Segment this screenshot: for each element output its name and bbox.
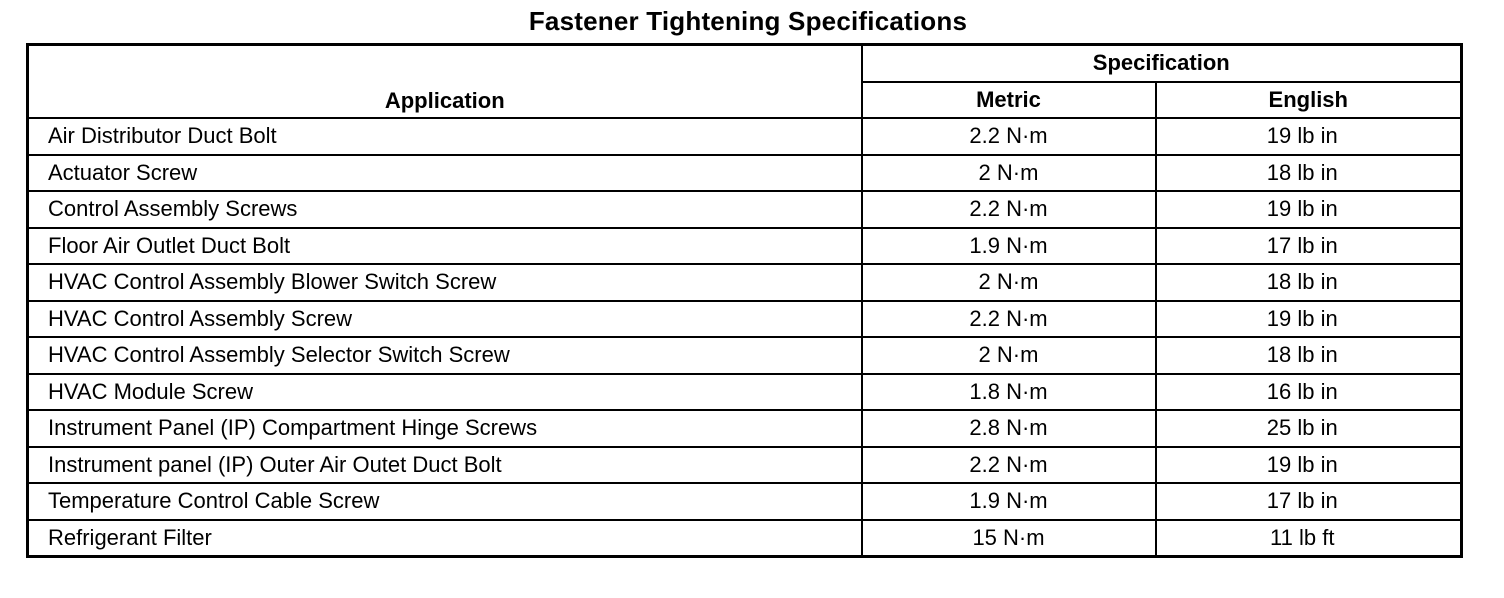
specifications-table (26, 43, 1463, 558)
application-cell: HVAC Module Screw (28, 374, 862, 411)
english-value-cell: 18 lb in (1156, 155, 1462, 192)
table-row (28, 374, 1462, 411)
english-value-cell: 19 lb in (1156, 191, 1462, 228)
table-row (28, 155, 1462, 192)
table-row (28, 410, 1462, 447)
table-row (28, 447, 1462, 484)
table-row (28, 301, 1462, 338)
application-cell: Air Distributor Duct Bolt (28, 118, 862, 155)
column-group-header-specification: Specification (862, 45, 1462, 82)
english-value-cell: 25 lb in (1156, 410, 1462, 447)
application-cell: Temperature Control Cable Screw (28, 483, 862, 520)
table-row (28, 228, 1462, 265)
english-value-cell: 18 lb in (1156, 337, 1462, 374)
column-header-english: English (1156, 82, 1462, 119)
table-row (28, 483, 1462, 520)
application-cell: Instrument panel (IP) Outer Air Outet Duct Bolt (28, 447, 862, 484)
metric-value-cell: 2 N·m (862, 264, 1156, 301)
application-cell: Control Assembly Screws (28, 191, 862, 228)
metric-value-cell: 2.8 N·m (862, 410, 1156, 447)
column-header-metric: Metric (862, 82, 1156, 119)
english-value-cell: 18 lb in (1156, 264, 1462, 301)
table-row (28, 264, 1462, 301)
english-value-cell: 17 lb in (1156, 228, 1462, 265)
header-row-specification (28, 45, 1462, 82)
metric-value-cell: 1.8 N·m (862, 374, 1156, 411)
metric-value-cell: 2.2 N·m (862, 191, 1156, 228)
metric-value-cell: 2 N·m (862, 155, 1156, 192)
metric-value-cell: 2 N·m (862, 337, 1156, 374)
table-row (28, 337, 1462, 374)
table-row (28, 118, 1462, 155)
table-row (28, 191, 1462, 228)
english-value-cell: 19 lb in (1156, 118, 1462, 155)
metric-value-cell: 1.9 N·m (862, 228, 1156, 265)
application-cell: HVAC Control Assembly Selector Switch Screw (28, 337, 862, 374)
page-title: Fastener Tightening Specifications (528, 6, 968, 36)
column-header-application: Application (28, 45, 862, 119)
application-cell: HVAC Control Assembly Blower Switch Screw (28, 264, 862, 301)
english-value-cell: 17 lb in (1156, 483, 1462, 520)
metric-value-cell: 2.2 N·m (862, 301, 1156, 338)
application-cell: Actuator Screw (28, 155, 862, 192)
application-cell: Instrument Panel (IP) Compartment Hinge Screws (28, 410, 862, 447)
table-row (28, 520, 1462, 557)
english-value-cell: 11 lb ft (1156, 520, 1462, 557)
table-body (28, 118, 1462, 557)
application-cell: Refrigerant Filter (28, 520, 862, 557)
english-value-cell: 16 lb in (1156, 374, 1462, 411)
metric-value-cell: 2.2 N·m (862, 447, 1156, 484)
metric-value-cell: 1.9 N·m (862, 483, 1156, 520)
metric-value-cell: 15 N·m (862, 520, 1156, 557)
application-cell: Floor Air Outlet Duct Bolt (28, 228, 862, 265)
metric-value-cell: 2.2 N·m (862, 118, 1156, 155)
english-value-cell: 19 lb in (1156, 301, 1462, 338)
application-cell: HVAC Control Assembly Screw (28, 301, 862, 338)
english-value-cell: 19 lb in (1156, 447, 1462, 484)
